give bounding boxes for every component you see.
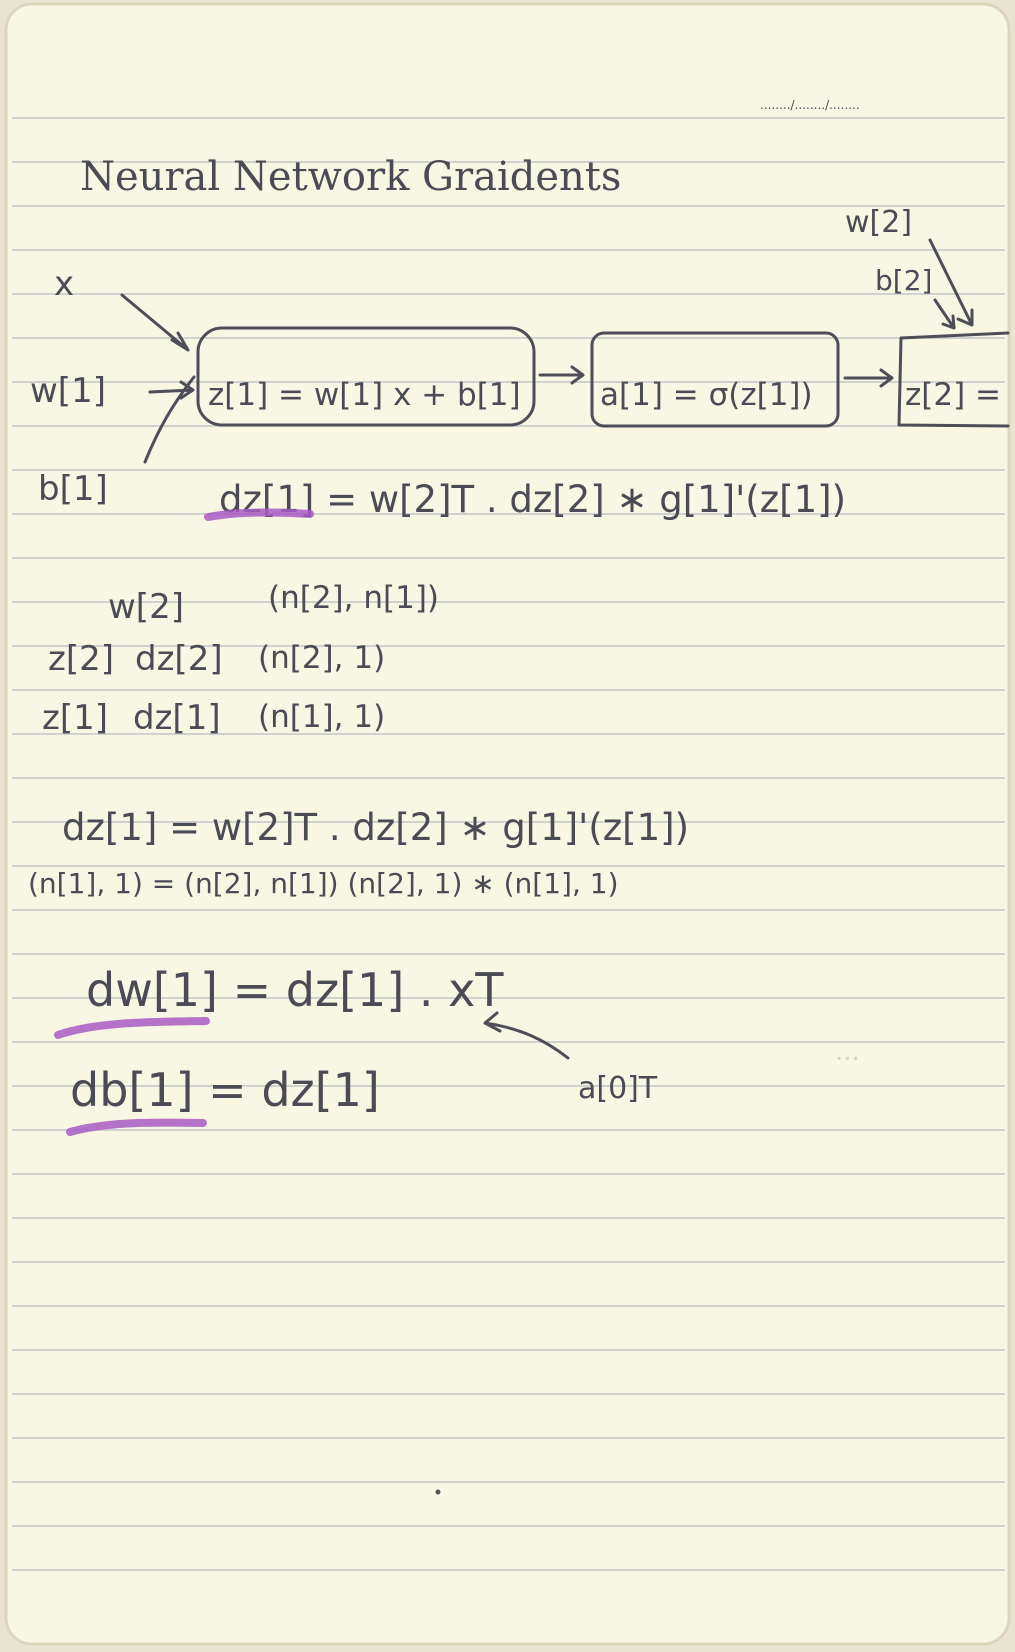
dim-dz2-label: dz[2] — [135, 639, 223, 679]
db1-equation: db[1] = dz[1] — [70, 1063, 380, 1117]
box-z2-formula: z[2] = — [905, 377, 1002, 413]
dim-w2-shape: (n[2], n[1]) — [268, 580, 440, 616]
dim-z2-label: z[2] — [48, 639, 115, 679]
dim-dz1-label: dz[1] — [133, 698, 221, 738]
pencil-dot — [436, 1490, 441, 1495]
a0T-note: a[0]T — [578, 1071, 658, 1106]
input-x-label: x — [54, 264, 75, 304]
dz1-highlight — [208, 512, 310, 517]
input-w2-label: w[2] — [845, 205, 913, 240]
dz1-equation-top: dz[1] = w[2]T . dz[2] ∗ g[1]'(z[1]) — [219, 478, 847, 521]
input-w1-label: w[1] — [30, 371, 106, 411]
dz1-equation-second: dz[1] = w[2]T . dz[2] ∗ g[1]'(z[1]) — [62, 806, 690, 849]
box-z1-formula: z[1] = w[1] x + b[1] — [208, 377, 521, 413]
dw1-equation: dw[1] = dz[1] . xT — [86, 963, 504, 1017]
dim-w2-label: w[2] — [108, 587, 184, 627]
page-title: Neural Network Graidents — [80, 154, 622, 200]
dim-z1-shape: (n[1], 1) — [258, 699, 386, 735]
dim-z2-shape: (n[2], 1) — [258, 640, 386, 676]
dz1-dimension-check: (n[1], 1) = (n[2], n[1]) (n[2], 1) ∗ (n[1], 1) — [28, 867, 619, 900]
bleedthrough-mark: ... — [835, 1037, 860, 1067]
date-field: ......../......../........ — [760, 98, 860, 112]
box-a1-formula: a[1] = σ(z[1]) — [600, 377, 813, 413]
dim-z1-label: z[1] — [42, 698, 109, 738]
input-b1-label: b[1] — [38, 469, 108, 509]
input-b2-label: b[2] — [875, 264, 933, 297]
